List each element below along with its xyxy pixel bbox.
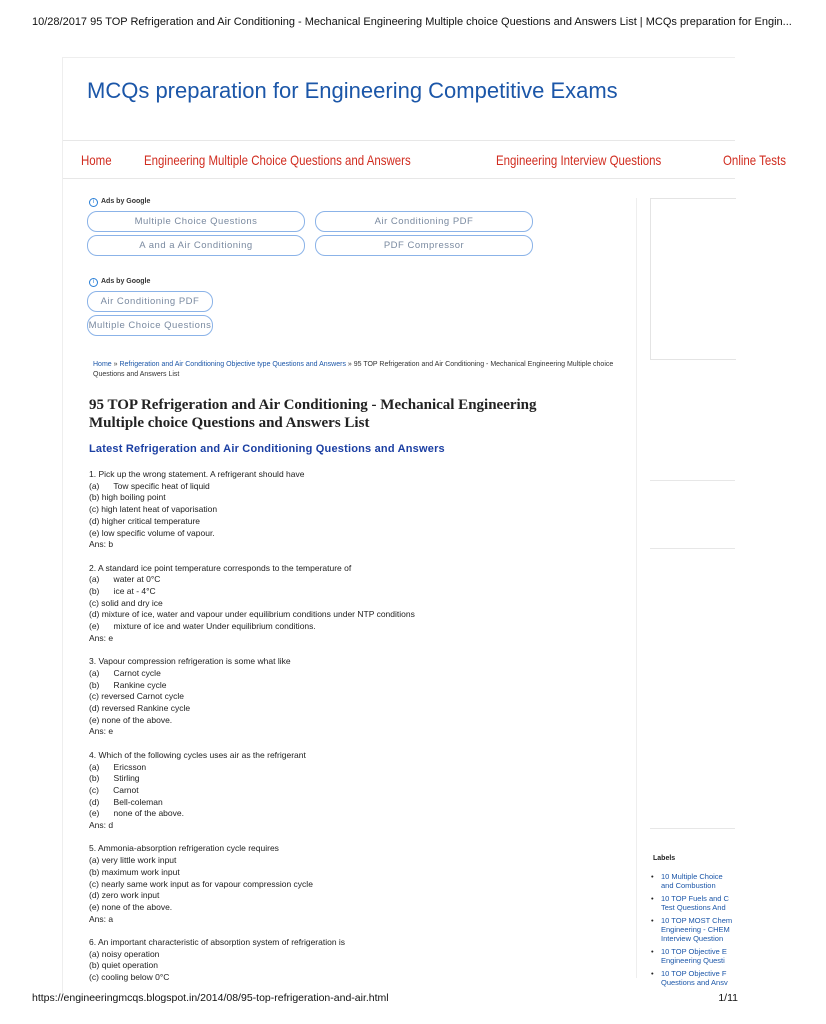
question-block xyxy=(89,843,509,925)
ads-label-text: Ads by Google xyxy=(101,198,151,205)
answer-text: Ans: a xyxy=(89,913,114,924)
question-text: 4. Which of the following cycles uses air as the refrigerant xyxy=(89,749,306,760)
nav-divider xyxy=(63,178,735,179)
nav-engineering-mcq[interactable]: Engineering Multiple Choice Questions and Answers xyxy=(144,152,412,168)
option-text: (d) reversed Rankine cycle xyxy=(89,703,191,714)
option-text: (e) low specific volume of vapour. xyxy=(89,527,215,538)
option-text: (b) Stirling xyxy=(89,773,140,784)
sidebar-rule xyxy=(650,480,735,481)
web-page xyxy=(62,57,787,993)
breadcrumb-category[interactable]: Refrigeration and Air Conditioning Objective type Questions and Answers xyxy=(119,361,346,368)
print-footer xyxy=(32,992,738,1004)
main-nav xyxy=(81,152,826,168)
question-block xyxy=(89,469,509,551)
site-title[interactable]: MCQs preparation for Engineering Competitive Exams xyxy=(87,78,618,103)
option-text: (a) noisy operation xyxy=(89,948,160,959)
option-text: (e) mixture of ice and water Under equilibrium conditions. xyxy=(89,621,316,632)
question-text: 3. Vapour compression refrigeration is some what like xyxy=(89,656,291,667)
question-text: 6. An important characteristic of absorption system of refrigeration is xyxy=(89,937,346,948)
option-text: (b) Rankine cycle xyxy=(89,679,167,690)
label-link[interactable] xyxy=(651,872,735,890)
print-page-number: 1/11 xyxy=(718,992,738,1004)
question-text: 5. Ammonia-absorption refrigeration cycle requires xyxy=(89,843,279,854)
question-text: 2. A standard ice point temperature corresponds to the temperature of xyxy=(89,562,352,573)
ad-link-6[interactable]: Multiple Choice Questions xyxy=(87,315,213,336)
option-text: (c) high latent heat of vaporisation xyxy=(89,504,218,515)
option-text: (a) Tow specific heat of liquid xyxy=(89,480,210,491)
sidebar-rule xyxy=(650,548,735,549)
option-text: (c) nearly same work input as for vapour compression cycle xyxy=(89,878,313,889)
ad-link-1[interactable]: Multiple Choice Questions xyxy=(87,211,305,232)
label-link-text: Test Questions And xyxy=(661,903,726,912)
sidebar-ad-box xyxy=(650,198,736,360)
label-link-text: • 10 TOP Objective E xyxy=(661,947,727,956)
label-link-text: Engineering - CHEM xyxy=(661,925,730,934)
info-icon: i xyxy=(89,278,98,287)
sidebar-divider xyxy=(636,198,637,978)
print-url: https://engineeringmcqs.blogspot.in/2014/08/95-top-refrigeration-and-air.html xyxy=(32,992,389,1004)
option-text: (d) mixture of ice, water and vapour under equilibrium conditions under NTP conditions xyxy=(89,609,415,620)
answer-text: Ans: b xyxy=(89,539,114,550)
ad-link-5[interactable]: Air Conditioning PDF xyxy=(87,291,213,312)
breadcrumb-separator: » xyxy=(111,361,120,368)
question-block xyxy=(89,750,509,832)
label-link[interactable] xyxy=(651,894,735,912)
ads-label-2[interactable] xyxy=(89,278,150,287)
nav-interview-questions[interactable]: Engineering Interview Questions xyxy=(495,152,661,168)
label-link-text: • 10 Multiple Choice xyxy=(661,872,723,881)
option-text: (d) zero work input xyxy=(89,890,160,901)
ads-label-text: Ads by Google xyxy=(101,278,151,285)
label-link-text: Questions and Ansv xyxy=(661,978,728,987)
option-text: (d) Bell-coleman xyxy=(89,796,163,807)
option-text: (a) Ericsson xyxy=(89,761,147,772)
option-text: (a) Carnot cycle xyxy=(89,667,161,678)
option-text: (b) quiet operation xyxy=(89,960,158,971)
info-icon: i xyxy=(89,198,98,207)
breadcrumb-home[interactable]: Home xyxy=(93,361,112,368)
label-link-text: • 10 TOP Fuels and C xyxy=(661,894,729,903)
option-text: (b) ice at - 4°C xyxy=(89,586,156,597)
label-link-text: • 10 TOP MOST Chem xyxy=(661,916,733,925)
sidebar-rule xyxy=(650,828,735,829)
ad-link-2[interactable]: Air Conditioning PDF xyxy=(315,211,533,232)
ad-link-3[interactable]: A and a Air Conditioning xyxy=(87,235,305,256)
option-text: (b) high boiling point xyxy=(89,492,166,503)
answer-text: Ans: e xyxy=(89,726,114,737)
ads-label-1[interactable] xyxy=(89,198,150,207)
breadcrumb xyxy=(93,360,633,380)
post-title: 95 TOP Refrigeration and Air Conditioning - Mechanical Engineering Multiple choice Questions and Answers List xyxy=(89,397,537,431)
question-list xyxy=(89,469,509,996)
option-text: (d) higher critical temperature xyxy=(89,515,201,526)
question-block xyxy=(89,656,509,738)
nav-online-tests[interactable]: Online Tests xyxy=(723,152,787,168)
label-link-text: and Combustion xyxy=(661,881,716,890)
answer-text: Ans: e xyxy=(89,632,114,643)
labels-list xyxy=(651,872,735,991)
breadcrumb-current: » 95 TOP Refrigeration and Air Conditioning - Mechanical Engineering Multiple choice Questions and Answers List xyxy=(93,361,614,378)
labels-title: Labels xyxy=(653,855,676,862)
label-link[interactable] xyxy=(651,916,735,943)
header-divider xyxy=(63,140,735,141)
nav-home[interactable]: Home xyxy=(81,152,112,168)
answer-text: Ans: d xyxy=(89,820,114,831)
option-text: (e) none of the above. xyxy=(89,808,184,819)
option-text: (e) none of the above. xyxy=(89,901,173,912)
label-link[interactable] xyxy=(651,947,735,965)
option-text: (c) solid and dry ice xyxy=(89,597,163,608)
label-link-text: • 10 TOP Objective F xyxy=(661,969,727,978)
question-block xyxy=(89,563,509,645)
option-text: (e) none of the above. xyxy=(89,714,173,725)
option-text: (b) maximum work input xyxy=(89,866,180,877)
option-text: (c) Carnot xyxy=(89,784,139,795)
option-text: (a) very little work input xyxy=(89,855,177,866)
question-text: 1. Pick up the wrong statement. A refrigerant should have xyxy=(89,469,305,479)
option-text: (a) water at 0°C xyxy=(89,574,161,585)
option-text: (c) cooling below 0°C xyxy=(89,972,170,983)
label-link-text: Interview Question xyxy=(661,934,724,943)
label-link-text: Engineering Questi xyxy=(661,956,725,965)
print-header: 10/28/2017 95 TOP Refrigeration and Air Conditioning - Mechanical Engineering Multiple choice Questions and Answers List | MCQs preparation for Engin... xyxy=(32,16,792,28)
option-text: (c) reversed Carnot cycle xyxy=(89,691,184,702)
question-block xyxy=(89,937,509,984)
post-subheading: Latest Refrigeration and Air Conditioning Questions and Answers xyxy=(89,443,445,455)
ad-link-4[interactable]: PDF Compressor xyxy=(315,235,533,256)
label-link[interactable] xyxy=(651,969,735,987)
